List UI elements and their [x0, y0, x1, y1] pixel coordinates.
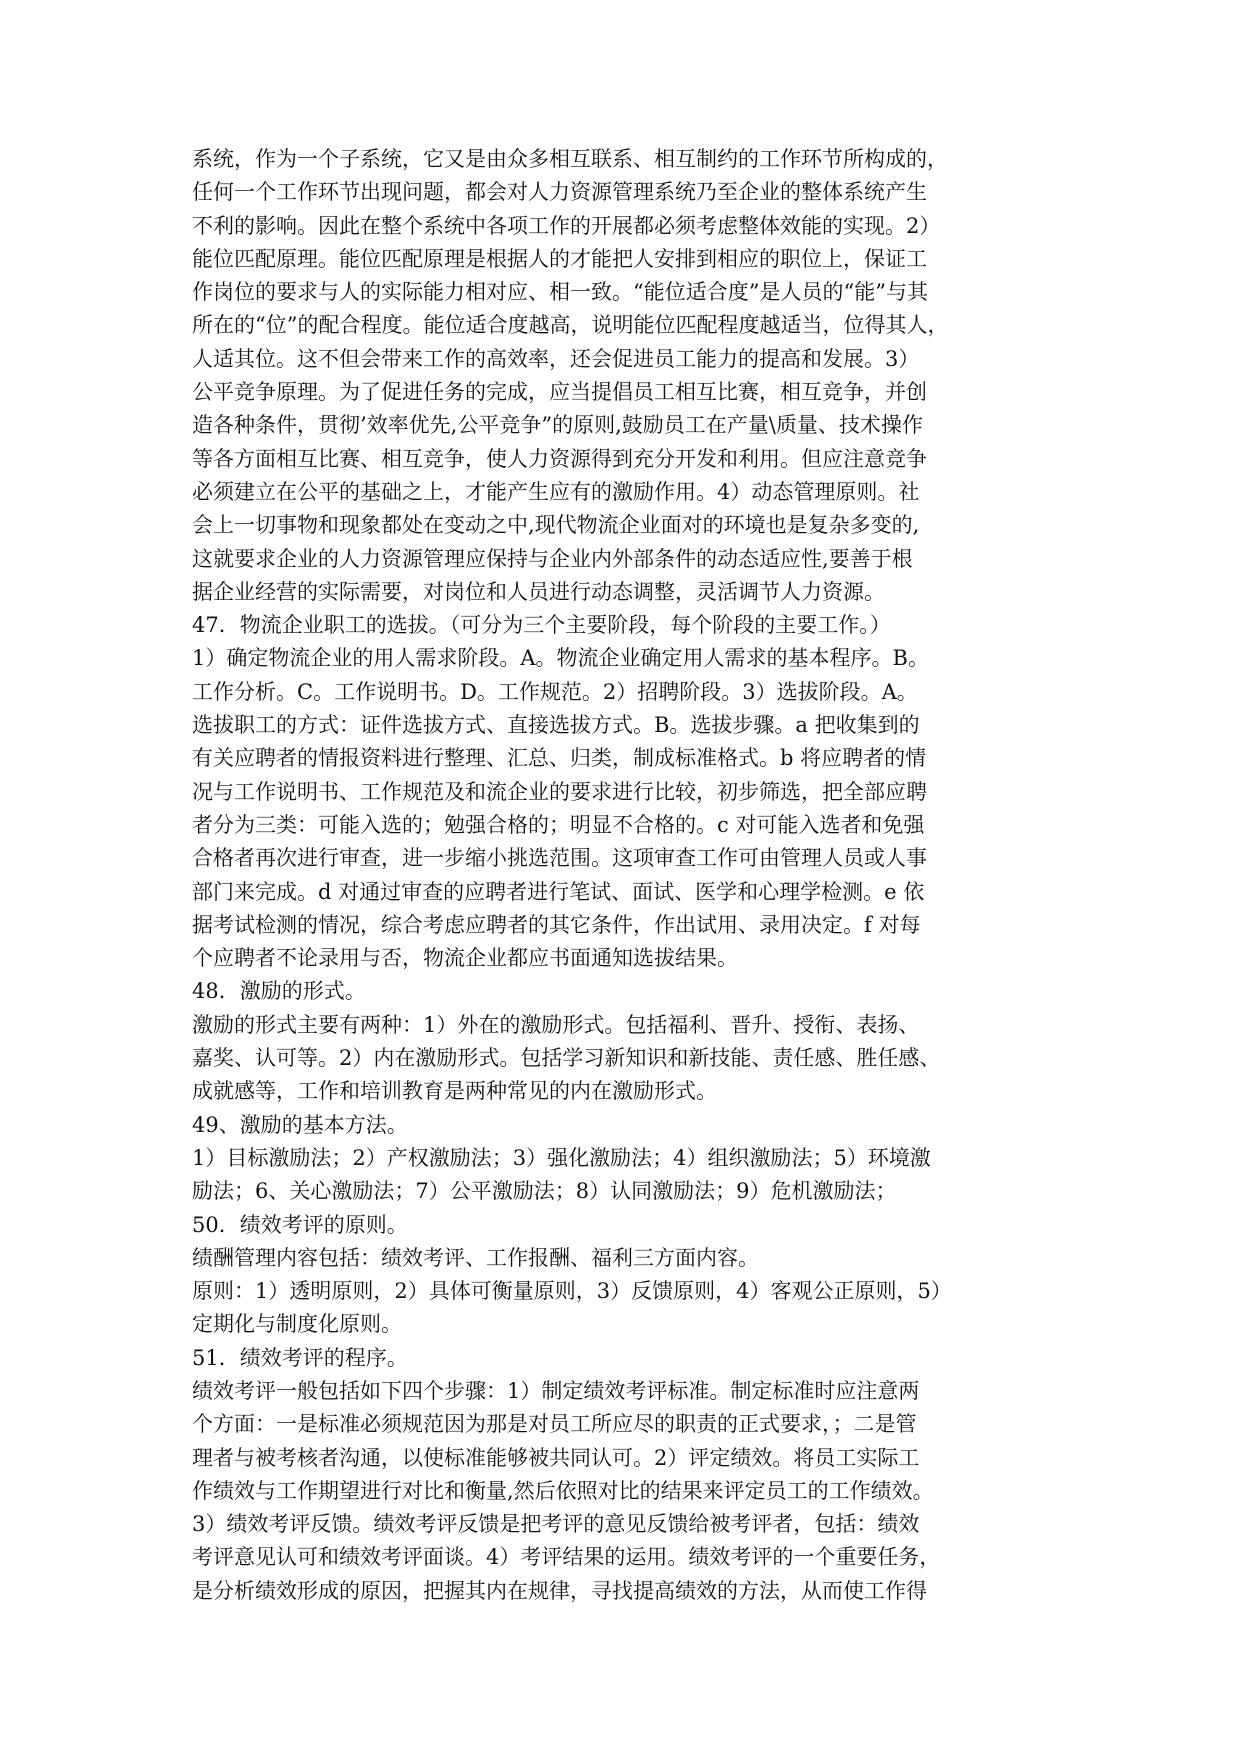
document-body	[192, 143, 1064, 1608]
text-line: 能位匹配原理。能位匹配原理是根据人的才能把人安排到相应的职位上，保证工	[192, 246, 927, 271]
text-line: 绩效考评一般包括如下四个步骤：1）制定绩效考评标准。制定标准时应注意两	[192, 1378, 920, 1403]
text-line: 合格者再次进行审查，进一步缩小挑选范围。这项审查工作可由管理人员或人事	[192, 846, 927, 871]
text-line: 理者与被考核者沟通，以使标准能够被共同认可。2）评定绩效。将员工实际工	[192, 1445, 920, 1470]
text-line: 工作分析。C。工作说明书。D。工作规范。2）招聘阶段。3）选拔阶段。A。	[192, 679, 918, 704]
text-line: 是分析绩效形成的原因，把握其内在规律，寻找提高绩效的方法，从而使工作得	[192, 1578, 927, 1603]
text-line: 公平竞争原理。为了促进任务的完成，应当提倡员工相互比赛，相互竞争，并创	[192, 380, 927, 405]
text-line: 等各方面相互比赛、相互竞争，使人力资源得到充分开发和利用。但应注意竞争	[192, 446, 927, 471]
text-line: 定期化与制度化原则。	[192, 1312, 402, 1337]
text-line: 这就要求企业的人力资源管理应保持与企业内外部条件的动态适应性,要善于根	[192, 546, 913, 571]
text-line: 成就感等，工作和培训教育是两种常见的内在激励形式。	[192, 1079, 717, 1104]
text-line: 据考试检测的情况，综合考虑应聘者的其它条件，作出试用、录用决定。f 对每	[192, 912, 921, 937]
text-line: 绩酬管理内容包括：绩效考评、工作报酬、福利三方面内容。	[192, 1245, 759, 1270]
text-line: 49、激励的基本方法。	[192, 1112, 408, 1137]
text-line: 原则：1）透明原则，2）具体可衡量原则，3）反馈原则，4）客观公正原则，5）	[192, 1279, 952, 1304]
text-line: 况与工作说明书、工作规范及和流企业的要求进行比较，初步筛选，把全部应聘	[192, 779, 927, 804]
text-line: 1）目标激励法；2）产权激励法；3）强化激励法；4）组织激励法；5）环境激	[192, 1145, 931, 1170]
text-line: 不利的影响。因此在整个系统中各项工作的开展都必须考虑整体效能的实现。2）	[192, 213, 941, 238]
text-line: 作绩效与工作期望进行对比和衡量,然后依照对比的结果来评定员工的工作绩效。	[192, 1478, 934, 1503]
text-line: 激励的形式主要有两种：1）外在的激励形式。包括福利、晋升、授衔、表扬、	[192, 1012, 920, 1037]
text-line: 50．绩效考评的原则。	[192, 1212, 408, 1237]
text-line: 者分为三类：可能入选的；勉强合格的；明显不合格的。c 对可能入选者和免强	[192, 812, 925, 837]
text-line: 1）确定物流企业的用人需求阶段。A。物流企业确定用人需求的基本程序。B。	[192, 646, 929, 671]
text-line: 个应聘者不论录用与否，物流企业都应书面通知选拔结果。	[192, 946, 738, 971]
text-line: 考评意见认可和绩效考评面谈。4）考评结果的运用。绩效考评的一个重要任务，	[192, 1545, 941, 1570]
text-line: 51．绩效考评的程序。	[192, 1345, 408, 1370]
text-line: 个方面：一是标准必须规范因为那是对员工所应尽的职责的正式要求，；二是管	[192, 1412, 917, 1437]
text-line: 有关应聘者的情报资料进行整理、汇总、归类，制成标准格式。b 将应聘者的情	[192, 746, 927, 771]
text-line: 任何一个工作环节出现问题，都会对人力资源管理系统乃至企业的整体系统产生	[192, 180, 927, 205]
text-line: 人适其位。这不但会带来工作的高效率，还会促进员工能力的提高和发展。3）	[192, 346, 920, 371]
text-line: 造各种条件，贯彻’效率优先,公平竞争”的原则,鼓励员工在产量\质量、技术操作	[192, 413, 923, 438]
text-line: 会上一切事物和现象都处在变动之中,现代物流企业面对的环境也是复杂多变的,	[192, 513, 920, 538]
text-line: 必须建立在公平的基础之上，才能产生应有的激励作用。4）动态管理原则。社	[192, 479, 920, 504]
text-line: 48．激励的形式。	[192, 979, 366, 1004]
text-line: 作岗位的要求与人的实际能力相对应、相一致。“能位适合度”是人员的“能”与其	[192, 280, 928, 305]
text-line: 据企业经营的实际需要，对岗位和人员进行动态调整，灵活调节人力资源。	[192, 579, 885, 604]
text-line: 系统，作为一个子系统，它又是由众多相互联系、相互制约的工作环节所构成的，	[192, 147, 948, 171]
text-line: 选拔职工的方式：证件选拔方式、直接选拔方式。B。选拔步骤。a 把收集到的	[192, 713, 920, 738]
text-line: 3）绩效考评反馈。绩效考评反馈是把考评的意见反馈给被考评者，包括：绩效	[192, 1512, 920, 1537]
text-line: 励法；6、关心激励法；7）公平激励法；8）认同激励法；9）危机激励法；	[192, 1179, 897, 1204]
text-line: 嘉奖、认可等。2）内在激励形式。包括学习新知识和新技能、责任感、胜任感、	[192, 1046, 941, 1071]
text-line: 所在的“位”的配合程度。能位适合度越高，说明能位匹配程度越适当，位得其人，	[192, 313, 949, 338]
text-line: 部门来完成。d 对通过审查的应聘者进行笔试、面试、医学和心理学检测。e 依	[192, 879, 925, 904]
text-line: 47．物流企业职工的选拔。（可分为三个主要阶段，每个阶段的主要工作。）	[192, 613, 891, 638]
